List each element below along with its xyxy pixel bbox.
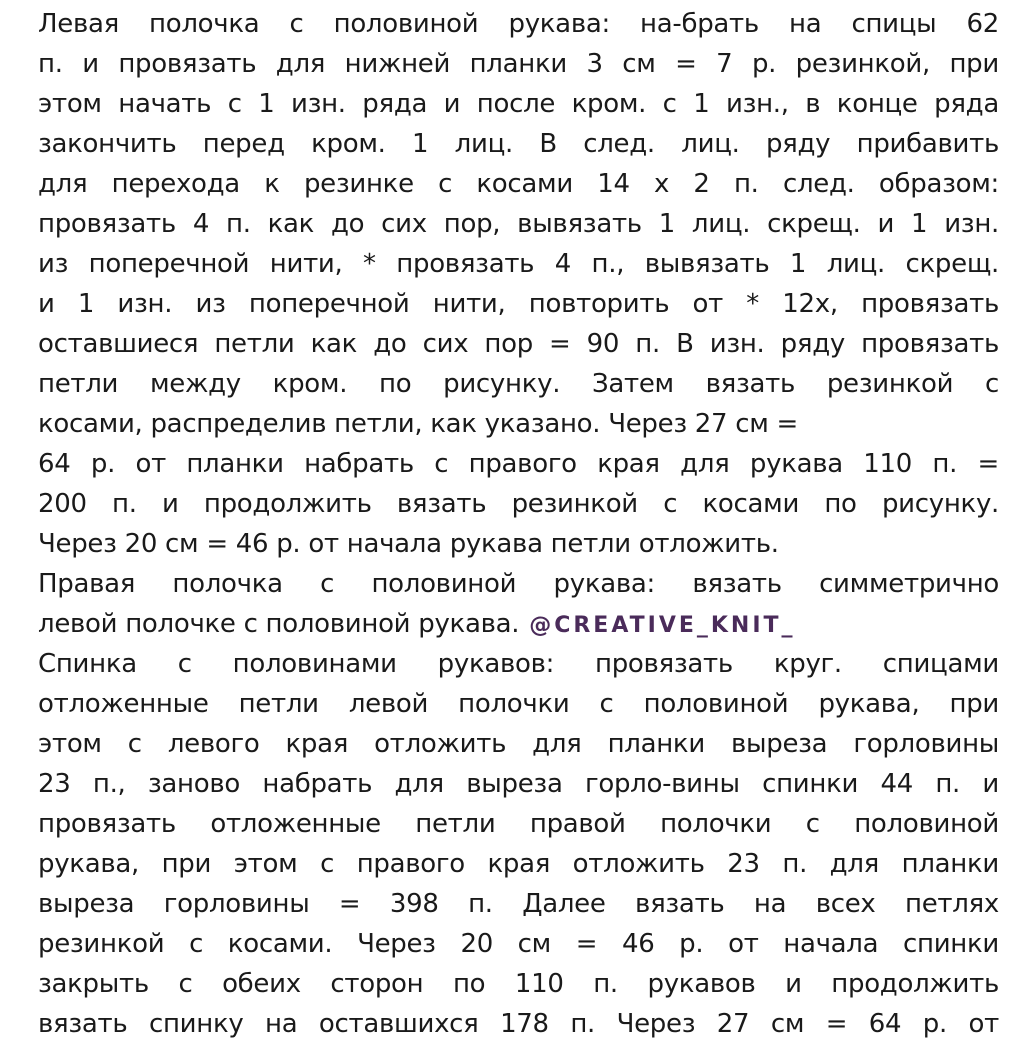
text-line-20: 23 п., заново набрать для выреза горло-вины спинки 44 п. и [38, 769, 999, 799]
text-line-11: косами, распределив петли, как указано. Через 27 см = [38, 409, 799, 439]
text-line-22: рукава, при этом с правого края отложить 23 п. для планки [38, 849, 999, 879]
text-line-4: закончить перед кром. 1 лиц. В след. лиц. ряду прибавить [38, 129, 999, 159]
text-line-16: левой полочке с половиной рукава. [38, 609, 520, 639]
text-line-10: петли между кром. по рисунку. Затем вязать резинкой с [38, 369, 999, 399]
text-line-8: и 1 изн. из поперечной нити, повторить от * 12х, провязать [38, 289, 999, 319]
text-line-12: 64 р. от планки набрать с правого края для рукава 110 п. = [38, 449, 999, 479]
text-line-5: для перехода к резинке с косами 14 х 2 п. след. образом: [38, 169, 999, 199]
text-line-23: выреза горловины = 398 п. Далее вязать на всех петлях [38, 889, 999, 919]
text-line-7: из поперечной нити, * провязать 4 п., вывязать 1 лиц. скрещ. [38, 249, 999, 279]
text-line-13: 200 п. и продолжить вязать резинкой с косами по рисунку. [38, 489, 999, 519]
text-line-15: Правая полочка с половиной рукава: вязать симметрично [38, 569, 999, 599]
text-line-25: закрыть с обеих сторон по 110 п. рукавов и продолжить [38, 969, 999, 999]
creative-knit-watermark: @CREATIVE_KNIT_ [529, 613, 796, 638]
text-line-21: провязать отложенные петли правой полочки с половиной [38, 809, 999, 839]
text-line-14: Через 20 см = 46 р. от начала рукава петли отложить. [38, 529, 779, 559]
text-line-2: п. и провязать для нижней планки 3 см = 7 р. резинкой, при [38, 49, 999, 79]
text-line-19: этом с левого края отложить для планки выреза горловины [38, 729, 999, 759]
text-line-9: оставшиеся петли как до сих пор = 90 п. В изн. ряду провязать [38, 329, 999, 359]
text-line-26: вязать спинку на оставшихся 178 п. Через 27 см = 64 р. от [38, 1009, 999, 1039]
text-line-3: этом начать с 1 изн. ряда и после кром. с 1 изн., в конце ряда [38, 89, 999, 119]
text-line-17: Спинка с половинами рукавов: провязать круг. спицами [38, 649, 999, 679]
text-line-24: резинкой с косами. Через 20 см = 46 р. от начала спинки [38, 929, 999, 959]
text-line-16-wrapper [38, 604, 999, 644]
text-line-18: отложенные петли левой полочки с половиной рукава, при [38, 689, 999, 719]
text-line-6: провязать 4 п. как до сих пор, вывязать 1 лиц. скрещ. и 1 изн. [38, 209, 999, 239]
text-line-1: Левая полочка с половиной рукава: на-брать на спицы 62 [38, 9, 999, 39]
